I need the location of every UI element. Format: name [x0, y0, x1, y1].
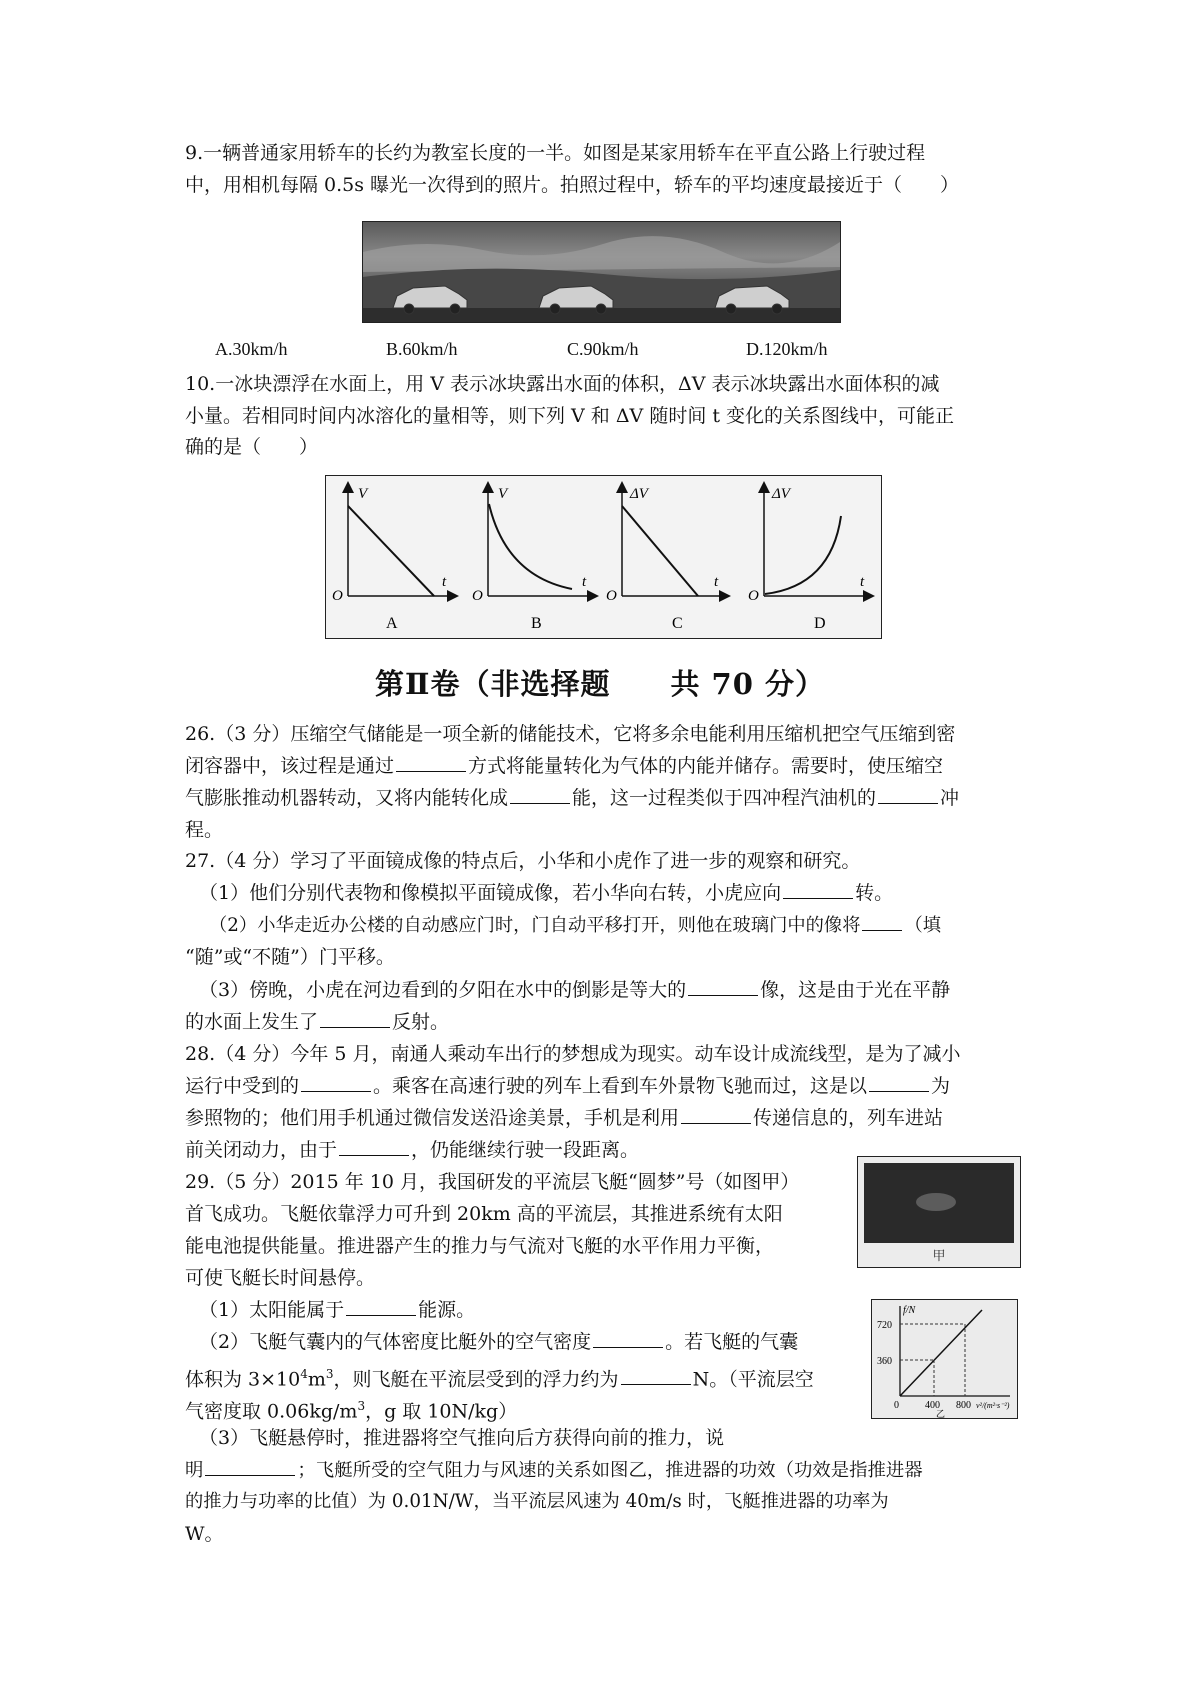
q9-car-photo	[362, 221, 841, 323]
q10-line-3: 确的是（ ）	[185, 436, 319, 458]
q29-line-1: 29.（5 分）2015 年 10 月，我国研发的平流层飞艇“圆梦”号（如图甲）	[185, 1171, 800, 1193]
graph-d-xlabel: t	[860, 574, 865, 590]
q10-line-2: 小量。若相同时间内冰溶化的量相等，则下列 V 和 ΔV 随时间 t 变化的关系图线中，可能正	[185, 405, 955, 427]
q27-line-2: （1）他们分别代表物和像模拟平面镜成像，若小华向右转，小虎应向 转。	[199, 878, 893, 908]
q26-blank-1[interactable]	[396, 751, 466, 772]
q9-line-1: 9.一辆普通家用轿车的长约为教室长度的一半。如图是某家用轿车在平直公路上行驶过程	[185, 142, 926, 164]
q29-blank-4[interactable]	[205, 1455, 295, 1476]
q29-blank-3[interactable]	[621, 1364, 691, 1385]
section-title: 第Ⅱ卷（非选择题 共 70 分）	[375, 667, 825, 701]
graph-d-caption: D	[814, 615, 826, 632]
q29-fig-jia	[857, 1156, 1021, 1268]
graph-a	[332, 484, 456, 632]
q29-line-9: （3）飞艇悬停时，推进器将空气推向后方获得向前的推力，说	[199, 1427, 725, 1449]
graph-d-ylabel: ΔV	[772, 486, 790, 502]
graph-c-caption: C	[672, 615, 683, 632]
fig-yi-xtick-800: 800	[956, 1400, 971, 1411]
graph-a-ylabel: V	[358, 486, 368, 502]
fig-yi-caption: 乙	[936, 1409, 946, 1418]
graph-c	[606, 484, 728, 632]
q29-line-12: W。	[185, 1523, 224, 1545]
q29-line-6: （2）飞艇气囊内的气体密度比艇外的空气密度 。若飞艇的气囊	[199, 1327, 798, 1357]
graph-c-xlabel: t	[714, 574, 719, 590]
q27-line-5: （3）傍晚，小虎在河边看到的夕阳在水中的倒影是等大的 像，这是由于光在平静	[199, 975, 950, 1005]
q29-blank-2[interactable]	[593, 1327, 663, 1348]
graph-c-ylabel: ΔV	[630, 486, 648, 502]
graph-a-caption: A	[386, 615, 398, 632]
graph-a-xlabel: t	[442, 574, 447, 590]
graph-d	[748, 484, 872, 632]
fig-jia-caption: 甲	[932, 1249, 946, 1264]
q28-line-1: 28.（4 分）今年 5 月，南通人乘动车出行的梦想成为现实。动车设计成流线型，是为了减小	[185, 1043, 961, 1065]
fig-yi-xlabel: v²/(m²·s⁻²)	[976, 1401, 1010, 1410]
graph-b-xlabel: t	[582, 574, 587, 590]
q29-line-4: 可使飞艇长时间悬停。	[185, 1267, 376, 1289]
graph-b	[472, 484, 596, 632]
q26-blank-2[interactable]	[510, 783, 570, 804]
graph-a-curve	[348, 506, 434, 596]
q26-line-4: 程。	[185, 819, 224, 841]
graph-b-origin: O	[472, 588, 483, 604]
fig-yi-ytick-720: 720	[877, 1320, 892, 1331]
q26-line-1: 26.（3 分）压缩空气储能是一项全新的储能技术，它将多余电能利用压缩机把空气压缩到密	[185, 723, 956, 745]
q29-line-8: 气密度取 $0.06kg/m^3$，g 取 10N/kg）	[185, 1399, 518, 1423]
q27-line-6: 的水面上发生了 反射。	[185, 1007, 449, 1037]
q28-blank-4[interactable]	[339, 1135, 409, 1156]
q29-line-5: （1）太阳能属于 能源。	[199, 1295, 475, 1325]
graph-d-origin: O	[748, 588, 759, 604]
q29-blank-1[interactable]	[346, 1295, 416, 1316]
graph-c-curve	[622, 506, 698, 596]
q27-blank-1[interactable]	[783, 878, 853, 899]
q27-blank-4[interactable]	[320, 1007, 390, 1028]
q10-graphs-figure	[325, 475, 882, 639]
q27-blank-3[interactable]	[688, 975, 758, 996]
q28-line-3: 参照物的；他们用手机通过微信发送沿途美景，手机是利用 传递信息的，列车进站	[185, 1103, 943, 1133]
q27-blank-2[interactable]	[862, 910, 902, 931]
q10-line-1: 10.一冰块漂浮在水面上，用 V 表示冰块露出水面的体积，ΔV 表示冰块露出水面体积的减	[185, 373, 940, 395]
q28-line-2: 运行中受到的 。乘客在高速行驶的列车上看到车外景物飞驰而过，这是以 为	[185, 1071, 950, 1101]
graph-b-curve	[489, 504, 572, 589]
q28-blank-2[interactable]	[869, 1071, 929, 1092]
q27-line-3: （2）小华走近办公楼的自动感应门时，门自动平移打开，则他在玻璃门中的像将 （填	[209, 910, 941, 941]
q29-line-2: 首飞成功。飞艇依靠浮力可升到 20km 高的平流层，其推进系统有太阳	[185, 1203, 783, 1225]
q29-line-10: 明 ；飞艇所受的空气阻力与风速的关系如图乙，推进器的功效（功效是指推进器	[185, 1455, 923, 1486]
q28-line-4: 前关闭动力，由于 ，仍能继续行驶一段距离。	[185, 1135, 639, 1165]
q9-line-2: 中，用相机每隔 0.5s 曝光一次得到的照片。拍照过程中，轿车的平均速度最接近于（ ）	[185, 174, 960, 196]
q29-line-11: 的推力与功率的比值）为 0.01N/W，当平流层风速为 40m/s 时，飞艇推进器的功率为	[185, 1491, 889, 1512]
q26-line-2: 闭容器中，该过程是通过 方式将能量转化为气体的内能并储存。需要时，使压缩空	[185, 751, 943, 781]
q26-line-3: 气膨胀推动机器转动，又将内能转化成 能，这一过程类似于四冲程汽油机的 冲	[185, 783, 959, 813]
q29-fig-yi	[871, 1299, 1018, 1419]
graph-b-caption: B	[531, 615, 542, 632]
fig-yi-ylabel: f/N	[903, 1305, 916, 1316]
airship-photo	[864, 1163, 1014, 1243]
graph-b-ylabel: V	[498, 486, 508, 502]
fig-yi-xtick-0: 0	[894, 1400, 899, 1411]
q9-option-b: B.60km/h	[386, 339, 458, 359]
q29-line-3: 能电池提供能量。推进器产生的推力与气流对飞艇的水平作用力平衡，	[185, 1235, 775, 1257]
q9-option-a: A.30km/h	[215, 339, 288, 359]
fig-yi-ytick-360: 360	[877, 1356, 892, 1367]
q28-blank-3[interactable]	[681, 1103, 751, 1124]
q26-blank-3[interactable]	[878, 783, 938, 804]
q27-line-1: 27.（4 分）学习了平面镜成像的特点后，小华和小虎作了进一步的观察和研究。	[185, 850, 861, 872]
graph-d-curve	[765, 516, 841, 594]
q28-blank-1[interactable]	[301, 1071, 371, 1092]
fig-yi-line	[900, 1310, 982, 1396]
q9-option-d: D.120km/h	[746, 339, 828, 359]
fig-yi-xtick-400: 400	[925, 1400, 940, 1411]
graph-c-origin: O	[606, 588, 617, 604]
q9-option-c: C.90km/h	[567, 339, 639, 359]
graph-a-origin: O	[332, 588, 343, 604]
q27-line-4: “随”或“不随”）门平移。	[185, 946, 395, 968]
airship-icon	[916, 1193, 956, 1211]
q29-line-7: 体积为 $3\times 10^4m^3$，则飞艇在平流层受到的浮力约为 N。（平流层空	[185, 1359, 814, 1394]
